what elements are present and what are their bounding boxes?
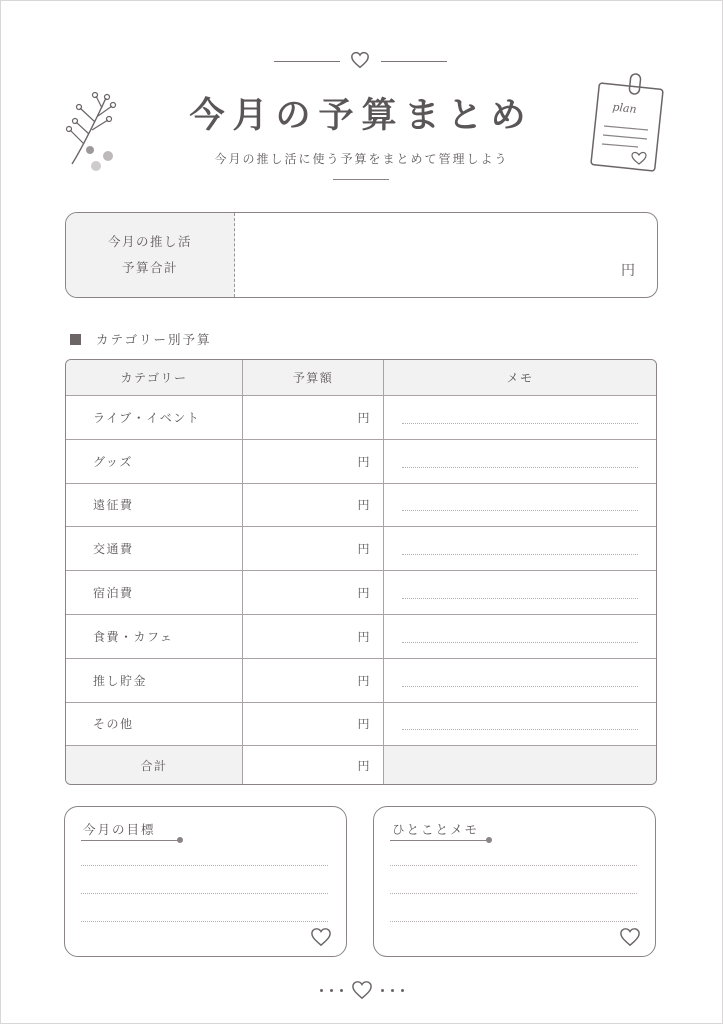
category-budget-table: [65, 359, 657, 785]
dot: [320, 989, 323, 992]
currency-label: 円: [357, 717, 371, 732]
writing-line: [390, 921, 637, 922]
total-label-line1: 今月の推し活: [107, 234, 192, 249]
total-budget-box: [65, 212, 658, 298]
memo-field[interactable]: [384, 440, 656, 483]
note-box[interactable]: [373, 806, 656, 957]
note-box-title: ひとことメモ: [392, 822, 480, 837]
category-cell: グッズ: [66, 440, 243, 483]
heart-icon: [310, 927, 332, 947]
total-budget-label: [66, 213, 235, 297]
page-subtitle: 今月の推し活に使う予算をまとめて管理しよう: [214, 152, 509, 166]
amount-field[interactable]: [243, 659, 384, 702]
goal-box-title: 今月の目標: [83, 822, 156, 837]
memo-dotted-line: [402, 686, 638, 687]
table-row: [66, 396, 656, 440]
amount-field[interactable]: [243, 615, 384, 658]
amount-field[interactable]: [243, 484, 384, 527]
header-rule-left: [274, 61, 340, 62]
dot: [391, 989, 394, 992]
title-underline-dot: [177, 837, 183, 843]
memo-field[interactable]: [384, 484, 656, 527]
amount-field[interactable]: [243, 703, 384, 746]
amount-field[interactable]: [243, 396, 384, 439]
amount-field[interactable]: [243, 571, 384, 614]
subtitle-rule: [333, 179, 389, 180]
square-bullet-icon: [70, 334, 81, 345]
memo-dotted-line: [402, 729, 638, 730]
writing-line: [390, 893, 637, 894]
memo-field[interactable]: [384, 703, 656, 746]
total-memo-cell: [384, 746, 656, 784]
footer-dots-left: [320, 989, 343, 992]
table-row: [66, 659, 656, 703]
category-cell: 遠征費: [66, 484, 243, 527]
currency-label: 円: [357, 673, 371, 688]
memo-dotted-line: [402, 554, 638, 555]
page-title: 今月の予算まとめ: [189, 96, 534, 136]
title-underline-dot: [486, 837, 492, 843]
total-budget-field[interactable]: [235, 213, 657, 297]
total-row-label: 合計: [66, 746, 243, 784]
category-cell: 食費・カフェ: [66, 615, 243, 658]
writing-line: [81, 865, 328, 866]
currency-label: 円: [357, 586, 371, 601]
table-row: [66, 615, 656, 659]
col-header-category: カテゴリー: [66, 360, 243, 395]
memo-field[interactable]: [384, 396, 656, 439]
clipboard-word: plan: [611, 100, 638, 116]
writing-line: [81, 893, 328, 894]
table-row: [66, 527, 656, 571]
currency-label: 円: [357, 629, 371, 644]
total-amount-field[interactable]: [243, 746, 384, 784]
memo-dotted-line: [402, 423, 638, 424]
memo-field[interactable]: [384, 527, 656, 570]
header-rule-right: [381, 61, 447, 62]
category-cell: ライブ・イベント: [66, 396, 243, 439]
table-row: [66, 440, 656, 484]
category-cell: 推し貯金: [66, 659, 243, 702]
total-currency: 円: [621, 263, 635, 279]
currency-label: 円: [357, 410, 371, 425]
heart-icon: [351, 980, 373, 1000]
table-total-row: [66, 746, 656, 784]
currency-label: 円: [357, 542, 371, 557]
memo-dotted-line: [402, 467, 638, 468]
category-cell: その他: [66, 703, 243, 746]
heart-icon: [350, 51, 370, 69]
table-row: [66, 484, 656, 528]
dot: [330, 989, 333, 992]
currency-label: 円: [357, 758, 371, 773]
writing-line: [390, 865, 637, 866]
table-row: [66, 571, 656, 615]
currency-label: 円: [357, 454, 371, 469]
heart-icon: [619, 927, 641, 947]
category-cell: 交通費: [66, 527, 243, 570]
dot: [401, 989, 404, 992]
writing-line: [81, 921, 328, 922]
memo-field[interactable]: [384, 615, 656, 658]
category-cell: 宿泊費: [66, 571, 243, 614]
amount-field[interactable]: [243, 527, 384, 570]
title-underline: [390, 840, 490, 841]
memo-dotted-line: [402, 510, 638, 511]
clipboard-icon: [590, 72, 670, 172]
goal-box[interactable]: [64, 806, 347, 957]
memo-dotted-line: [402, 598, 638, 599]
table-row: [66, 703, 656, 747]
memo-field[interactable]: [384, 571, 656, 614]
total-label-line2: 予算合計: [121, 260, 178, 275]
memo-field[interactable]: [384, 659, 656, 702]
col-header-amount: 予算額: [243, 360, 384, 395]
col-header-memo: メモ: [506, 371, 534, 385]
footer-ornament: [0, 980, 723, 1000]
currency-label: 円: [357, 498, 371, 513]
table-header-row: [66, 360, 656, 396]
footer-dots-right: [381, 989, 404, 992]
amount-field[interactable]: [243, 440, 384, 483]
title-underline: [81, 840, 181, 841]
memo-dotted-line: [402, 642, 638, 643]
section-heading-text: カテゴリー別予算: [96, 332, 212, 347]
dot: [381, 989, 384, 992]
dot: [340, 989, 343, 992]
section-heading: [70, 330, 212, 348]
